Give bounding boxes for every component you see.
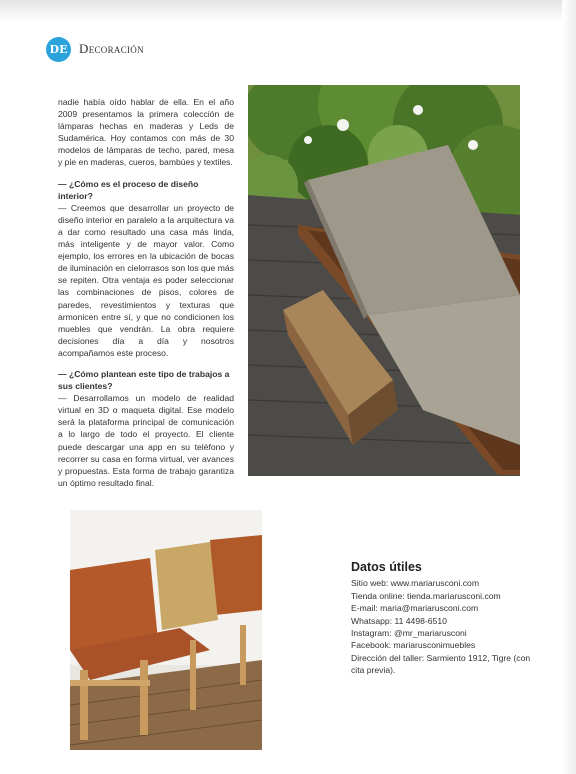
article-intro: nadie había oído hablar de ella. En el año 2009 presentamos la primera colección de lámparas hechas en maderas y Leds de Sudamérica. Hoy contamos con más de 30 modelos de lámparas de techo, pared, mesa y pie en maderas, cueros, bambúes y textiles. — [58, 97, 234, 168]
page-top-shadow — [0, 0, 576, 22]
info-website: Sitio web: www.mariarusconi.com — [351, 578, 479, 589]
chairs-photo — [70, 510, 262, 750]
page-edge-shadow — [562, 0, 576, 774]
info-facebook: Facebook: mariarusconimuebles — [351, 640, 476, 651]
info-online-store: Tienda online: tienda.mariarusconi.com — [351, 590, 501, 601]
section-badge: DE — [46, 37, 71, 62]
useful-info-box — [351, 561, 531, 677]
lounger-photo — [248, 85, 520, 476]
info-address: Dirección del taller: Sarmiento 1912, Tigre (con cita previa). — [351, 652, 531, 676]
info-whatsapp: Whatsapp: 11 4498-6510 — [351, 615, 447, 626]
answer-2: — Desarrollamos un modelo de realidad virtual en 3D o maqueta digital. Ese modelo será la plataforma principal de comunicación a lo largo de todo el proyecto. El cliente puede descargar una app en su teléfono y recorrer su casa en forma virtual, ver avances y propuestas. Esta forma de trabajo garantiza un óptimo resultado final. — [58, 393, 234, 488]
info-title: Datos útiles — [351, 560, 422, 574]
page-header — [46, 36, 144, 62]
question-1: — ¿Cómo es el proceso de diseño interior? — [58, 178, 199, 201]
info-email: E-mail: maria@mariarusconi.com — [351, 603, 479, 614]
section-title: Decoración — [79, 41, 144, 56]
info-instagram: Instagram: @mr_mariarusconi — [351, 628, 467, 639]
answer-1: — Creemos que desarrollar un proyecto de diseño interior en paralelo a la arquitectura va a dar como resultado una casa más linda, más inteligente y de mayor valor. Como ejemplo, los errores en la ubicación de bocas de iluminación en cielorrasos son los que más se repiten. Otra ventaja es poder seleccionar las combinaciones de pisos, colores de paredes, revestimientos y texturas que armonicen entre sí, y que no condicionen los muebles que vendrán. La obra requiere decisiones día a día y nosotros acompañamos este proceso. — [58, 202, 234, 358]
article-column — [58, 96, 234, 498]
question-2: — ¿Cómo plantean este tipo de trabajos a sus clientes? — [58, 368, 230, 392]
